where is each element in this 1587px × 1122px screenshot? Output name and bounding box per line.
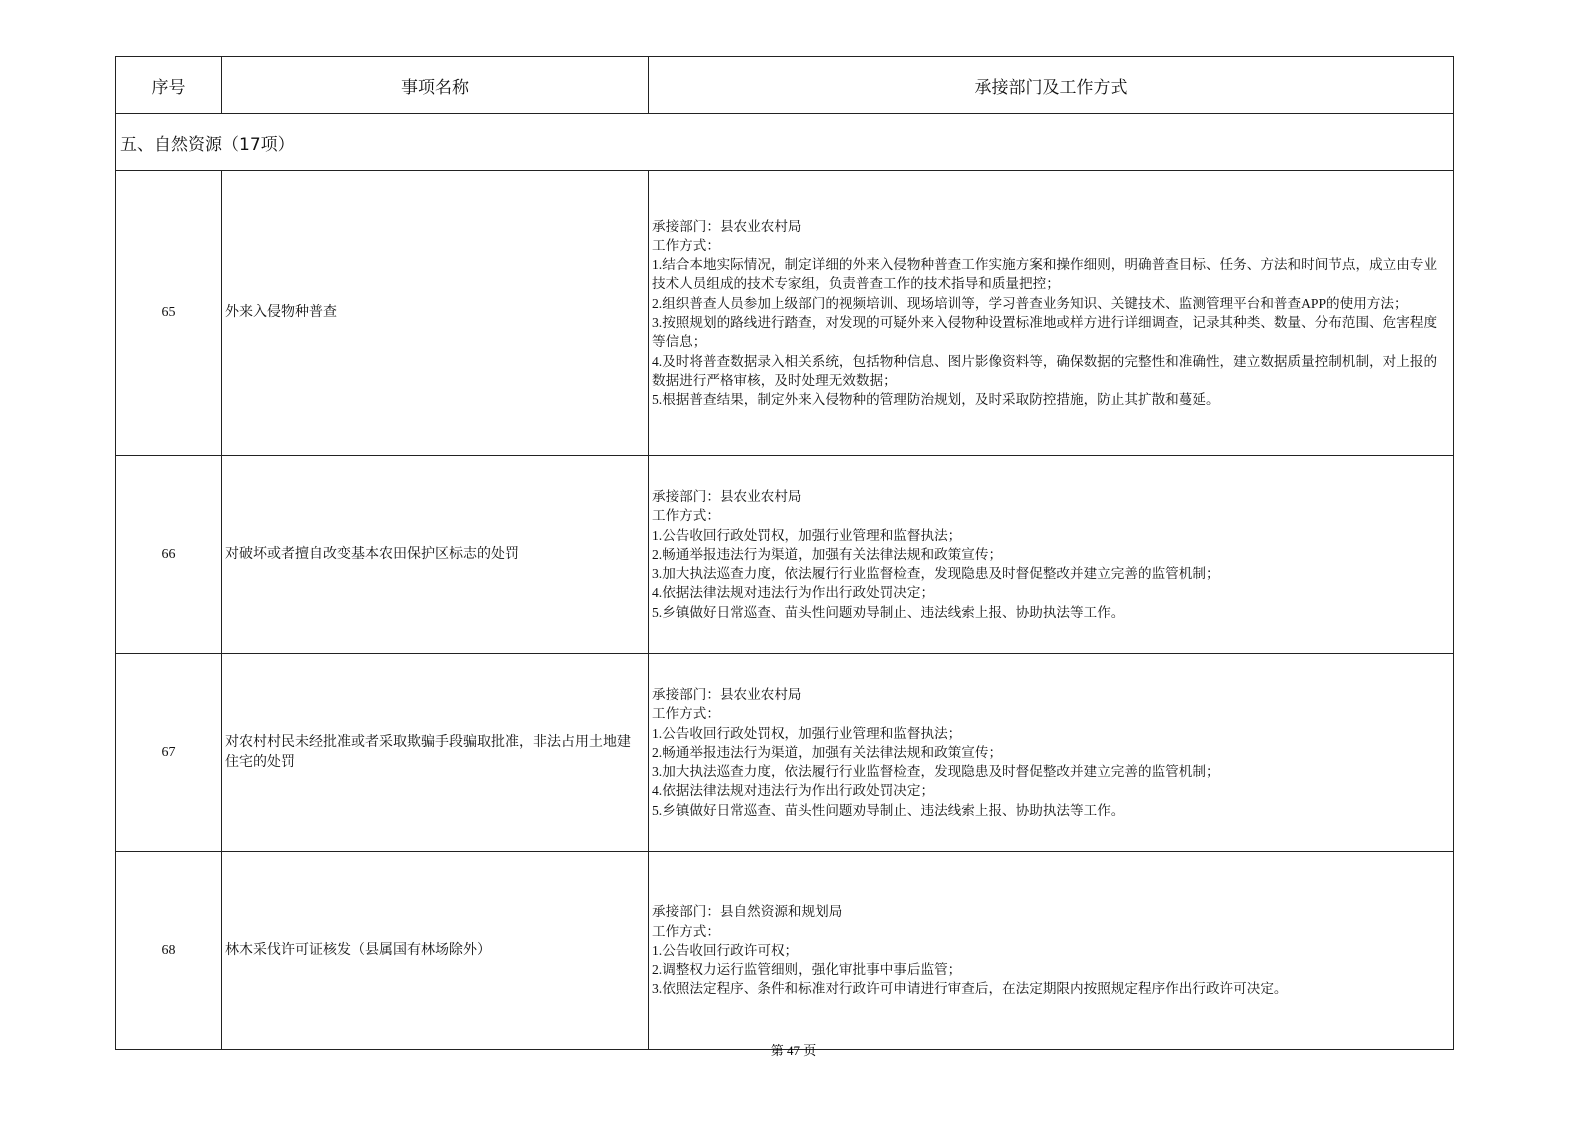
table-row: [116, 852, 1454, 1050]
page-number: 第 47 页: [770, 1043, 817, 1058]
method-step: 3.加大执法巡查力度，依法履行行业监督检查，发现隐患及时督促整改并建立完善的监管机制；: [652, 764, 1220, 780]
row-item-name: 林木采伐许可证核发（县属国有林场除外）: [222, 852, 649, 1050]
row-department-method: [649, 654, 1454, 852]
method-step: 1.结合本地实际情况，制定详细的外来入侵物种普查工作实施方案和操作细则，明确普查目标、任务、方法和时间节点，成立由专业技术人员组成的技术专家组，负责普查工作的技术指导和质量把控；: [652, 257, 1438, 292]
method-step: 1.公告收回行政处罚权，加强行业管理和监督执法；: [652, 527, 962, 543]
method-step: 3.按照规划的路线进行踏查，对发现的可疑外来入侵物种设置标准地或样方进行详细调查，记录其种类、数量、分布范围、危害程度等信息；: [652, 315, 1438, 350]
row-department-method: [649, 456, 1454, 654]
section-title: 五、自然资源（17项）: [116, 114, 1454, 171]
header-item-name: 事项名称: [222, 57, 649, 114]
items-table: [115, 56, 1454, 1050]
method-step: 1.公告收回行政许可权；: [652, 942, 799, 958]
method-step: 4.依据法律法规对违法行为作出行政处罚决定；: [652, 783, 935, 799]
table-row: [116, 456, 1454, 654]
department-line: 承接部门：县农业农村局: [652, 686, 802, 702]
method-step: 3.依照法定程序、条件和标准对行政许可申请进行审查后，在法定期限内按照规定程序作出行政许可决定。: [652, 981, 1288, 997]
method-step: 5.乡镇做好日常巡查、苗头性问题劝导制止、违法线索上报、协助执法等工作。: [652, 604, 1125, 620]
method-label: 工作方式：: [652, 237, 720, 253]
row-serial-number: 66: [116, 456, 222, 654]
method-step: 4.依据法律法规对违法行为作出行政处罚决定；: [652, 585, 935, 601]
department-line: 承接部门：县自然资源和规划局: [652, 904, 843, 920]
row-item-name: 对破坏或者擅自改变基本农田保护区标志的处罚: [222, 456, 649, 654]
method-step: 2.畅通举报违法行为渠道，加强有关法律法规和政策宣传；: [652, 546, 1003, 562]
method-step: 3.加大执法巡查力度，依法履行行业监督检查，发现隐患及时督促整改并建立完善的监管机制；: [652, 566, 1220, 582]
row-department-method: [649, 171, 1454, 456]
row-serial-number: 67: [116, 654, 222, 852]
method-label: 工作方式：: [652, 508, 720, 524]
method-step: 1.公告收回行政处罚权，加强行业管理和监督执法；: [652, 725, 962, 741]
method-label: 工作方式：: [652, 706, 720, 722]
row-serial-number: 65: [116, 171, 222, 456]
method-step: 2.组织普查人员参加上级部门的视频培训、现场培训等，学习普查业务知识、关键技术、监测管理平台和普查APP的使用方法；: [652, 295, 1408, 311]
header-serial-number: 序号: [116, 57, 222, 114]
row-serial-number: 68: [116, 852, 222, 1050]
header-department-method: 承接部门及工作方式: [649, 57, 1454, 114]
table-row: [116, 654, 1454, 852]
method-step: 4.及时将普查数据录入相关系统，包括物种信息、图片影像资料等，确保数据的完整性和准确性，建立数据质量控制机制，对上报的数据进行严格审核，及时处理无效数据；: [652, 353, 1438, 388]
table-row: [116, 171, 1454, 456]
method-step: 5.乡镇做好日常巡查、苗头性问题劝导制止、违法线索上报、协助执法等工作。: [652, 802, 1125, 818]
department-line: 承接部门：县农业农村局: [652, 218, 802, 234]
row-item-name: 对农村村民未经批准或者采取欺骗手段骗取批准，非法占用土地建住宅的处罚: [222, 654, 649, 852]
method-step: 2.调整权力运行监管细则，强化审批事中事后监管；: [652, 962, 962, 978]
row-department-method: [649, 852, 1454, 1050]
department-line: 承接部门：县农业农村局: [652, 488, 802, 504]
method-step: 5.根据普查结果，制定外来入侵物种的管理防治规划，及时采取防控措施，防止其扩散和蔓延。: [652, 392, 1220, 408]
method-step: 2.畅通举报违法行为渠道，加强有关法律法规和政策宣传；: [652, 744, 1003, 760]
section-row: [116, 114, 1454, 171]
row-item-name: 外来入侵物种普查: [222, 171, 649, 456]
table-header-row: [116, 57, 1454, 114]
method-label: 工作方式：: [652, 923, 720, 939]
